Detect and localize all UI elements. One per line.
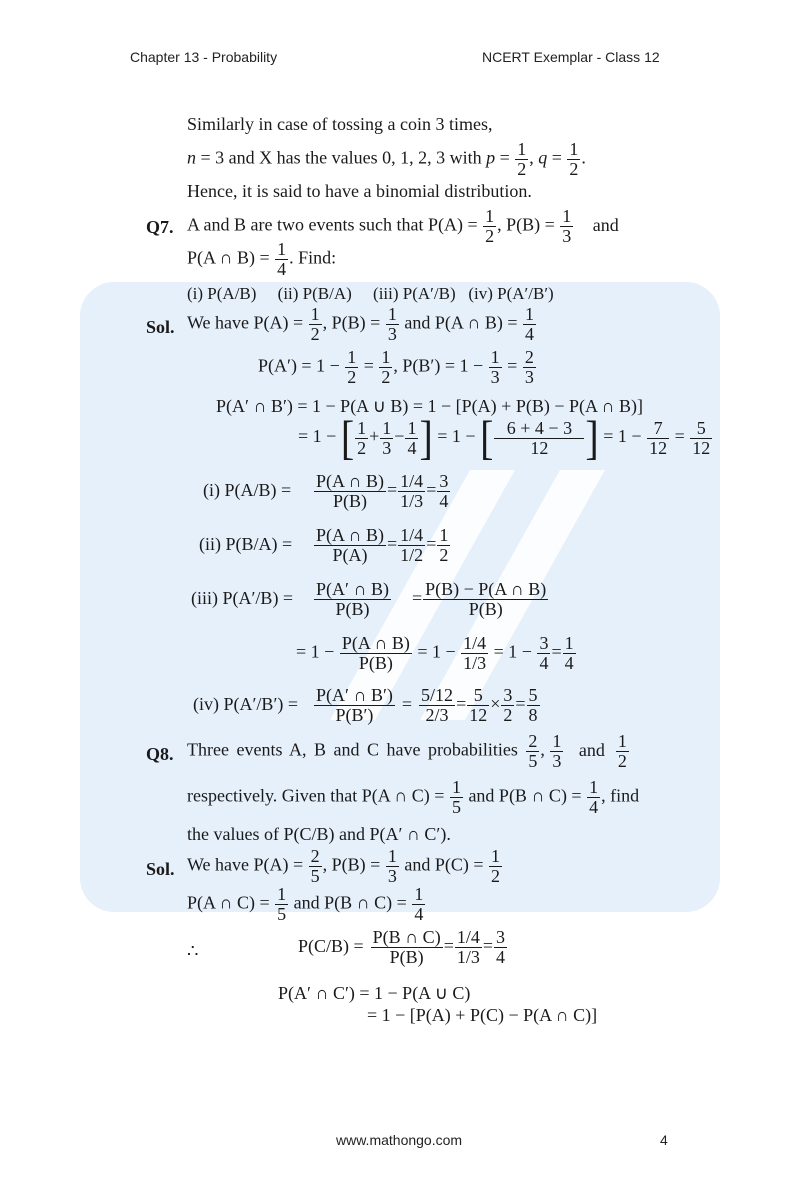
frac-half: $\frac{1}{2}$ — [569, 139, 579, 179]
sol8-line-1: We have P(A) = $\frac{2}{5}$ , P(B) = $\frac{1}{3}$ and P(C) = $\frac{1}{2}$ — [187, 846, 500, 886]
sol7-part-ii: (ii) P(B/A) = $\frac{P(A \cap B)}{P(A)}$ = $\frac{1/4}{1/2}$ = $\frac{1}{2}$ — [199, 525, 449, 565]
sol7-line-3: P(A′ ∩ B′) = 1 − P(A ∪ B) = 1 − [P(A) + P(B) − P(A ∩ B)] — [216, 396, 643, 416]
frac-third: $\frac{1}{3}$ — [562, 206, 572, 246]
q8-line-2: respectively. Given that P(A ∩ C) = $\frac{1}{5}$ and P(B ∩ C) = $\frac{1}{4}$ , find — [187, 777, 640, 817]
q7-label: Q7. — [146, 217, 174, 237]
intro-line-2: n = 3 and X has the values 0, 1, 2, 3 with p = $\frac{1}{2}$ , q = $\frac{1}{2}$ . — [187, 139, 586, 179]
sol7-part-i: (i) P(A/B) = $\frac{P(A \cap B)}{P(B)}$ = $\frac{1/4}{1/3}$ = $\frac{3}{4}$ — [203, 471, 449, 511]
sol7-line-4: = 1 − [ $\frac{1}{2}$ + $\frac{1}{3}$ − $\frac{1}{4}$ ] = 1 − [ $\frac{6 + 4 - 3}{12}$ ] = 1 − $\frac{7}{12}$ = $\frac{5}{12}$ — [298, 410, 711, 465]
footer-site: www.mathongo.com — [336, 1132, 463, 1148]
header-chapter: Chapter 13 - Probability — [130, 49, 278, 65]
sol7-part-iii: (iii) P(A′/B) = $\frac{P(A' \cap B)}{P(B)}$ = $\frac{P(B) - P(A \cap B)}{P(B)}$ — [191, 579, 547, 619]
sol8-line-5: = 1 − [P(A) + P(C) − P(A ∩ C)] — [367, 1005, 598, 1025]
sol7-part-iv: (iv) P(A′/B′) = $\frac{P(A' \cap B')}{P(B')}$ = $\frac{5/12}{2/3}$ = $\frac{5}{12}$ × $\frac{3}{2}$ = $\frac{5}{8}$ — [193, 685, 538, 725]
q7-line-1: A and B are two events such that P(A) = $\frac{1}{2}$ , P(B) = $\frac{1}{3}$ and — [187, 206, 619, 246]
frac-half: $\frac{1}{2}$ — [485, 206, 495, 246]
sol7-line-1: We have P(A) = $\frac{1}{2}$ , P(B) = $\frac{1}{3}$ and P(A ∩ B) = $\frac{1}{4}$ — [187, 304, 534, 344]
intro-line-1: Similarly in case of tossing a coin 3 times, — [187, 114, 493, 134]
sol7-label: Sol. — [146, 317, 175, 337]
footer-page-number: 4 — [660, 1132, 668, 1148]
sol8-therefore: ∴ — [187, 941, 199, 961]
frac-half: $\frac{1}{2}$ — [517, 139, 527, 179]
header-book: NCERT Exemplar - Class 12 — [482, 49, 660, 65]
sol7-line-2: P(A′) = 1 − $\frac{1}{2}$ = $\frac{1}{2}$ , P(B′) = 1 − $\frac{1}{3}$ = $\frac{2}{3}$ — [258, 347, 534, 387]
intro-line-3: Hence, it is said to have a binomial distribution. — [187, 181, 532, 201]
sol8-line-2: P(A ∩ C) = $\frac{1}{5}$ and P(B ∩ C) = $\frac{1}{4}$ — [187, 884, 424, 924]
frac-quarter: $\frac{1}{4}$ — [277, 239, 287, 279]
q8-line-3: the values of P(C/B) and P(A′ ∩ C′). — [187, 824, 451, 844]
sol8-line-4: P(A′ ∩ C′) = 1 − P(A ∪ C) — [278, 983, 471, 1003]
q7-line-2: P(A ∩ B) = $\frac{1}{4}$ . Find: — [187, 239, 337, 279]
q8-label: Q8. — [146, 744, 174, 764]
sol8-label: Sol. — [146, 859, 175, 879]
sol7-part-iii-cont: = 1 − $\frac{P(A \cap B)}{P(B)}$ = 1 − $\frac{1/4}{1/3}$ = 1 − $\frac{3}{4}$ = $\frac{1}{4}$ — [296, 633, 574, 673]
q7-parts: (i) P(A/B) (ii) P(B/A) (iii) P(A′/B) (iv) P(A′/B′) — [187, 284, 554, 303]
sol8-line-3: P(C/B) = $\frac{P(B \cap C)}{P(B)}$ = $\frac{1/4}{1/3}$ = $\frac{3}{4}$ — [298, 927, 506, 967]
q8-line-1: Three events A, B and C have probabilities $\frac{2}{5}$ , $\frac{1}{3}$ and $\frac{1}{2}$ — [187, 731, 627, 771]
